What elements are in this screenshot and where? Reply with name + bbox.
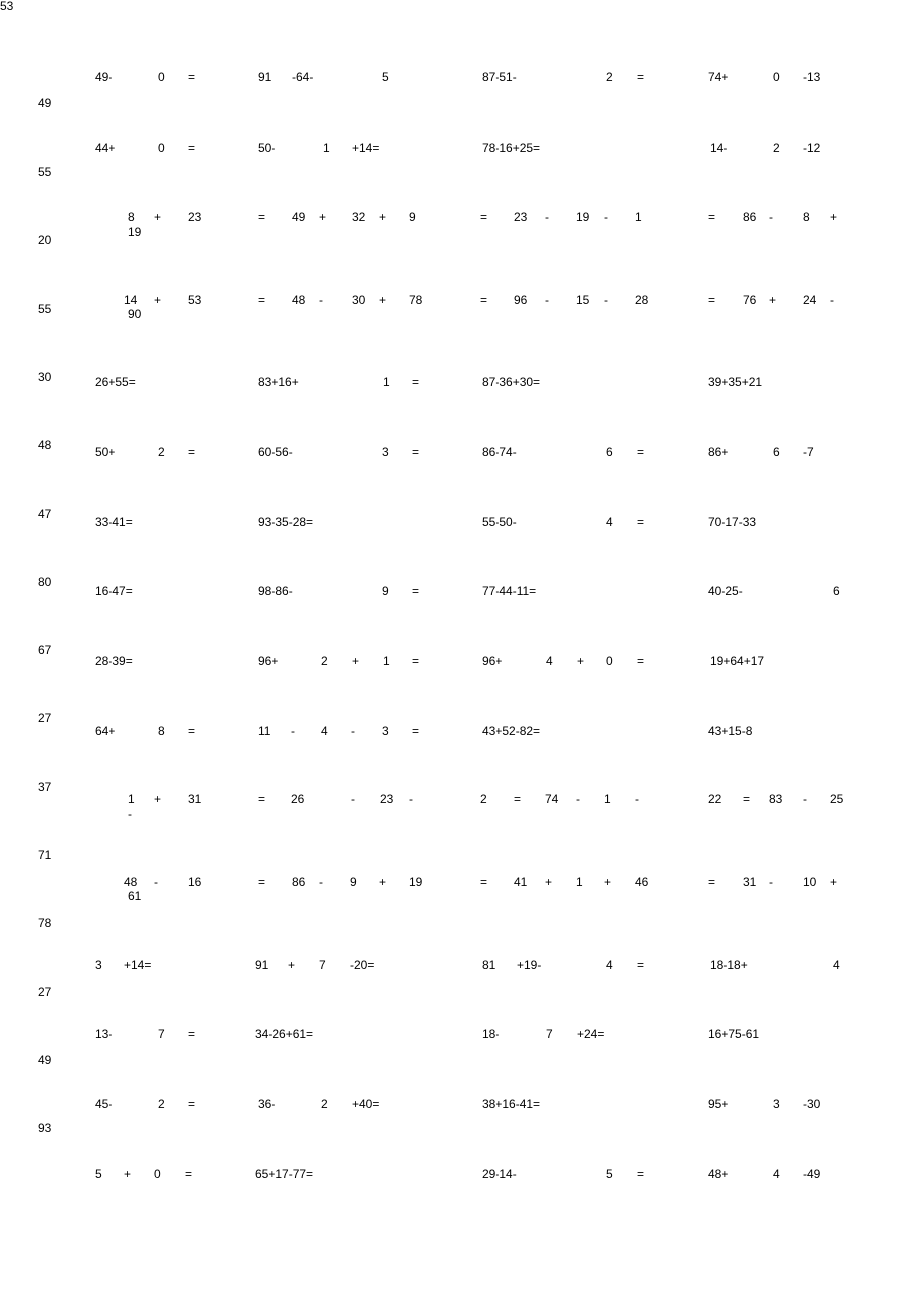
worksheet-text: 2 bbox=[158, 1097, 165, 1111]
worksheet-text: 16+75-61 bbox=[708, 1027, 760, 1041]
worksheet-text: = bbox=[188, 1027, 196, 1041]
worksheet-text: = bbox=[412, 584, 420, 598]
worksheet-text: - bbox=[769, 210, 773, 224]
worksheet-text: 28 bbox=[635, 293, 649, 307]
worksheet-text: 26 bbox=[291, 792, 305, 806]
worksheet-text: 74+ bbox=[708, 70, 729, 84]
worksheet-text: + bbox=[577, 654, 585, 668]
worksheet-text: 15 bbox=[576, 293, 590, 307]
worksheet-text: 5 bbox=[382, 70, 389, 84]
worksheet-text: - bbox=[576, 792, 580, 806]
worksheet-text: 11 bbox=[258, 724, 271, 738]
worksheet-text: 23 bbox=[514, 210, 528, 224]
worksheet-text: 67 bbox=[38, 643, 52, 657]
worksheet-text: -30 bbox=[803, 1097, 821, 1111]
worksheet-text: 7 bbox=[546, 1027, 553, 1041]
worksheet-text: 1 bbox=[383, 375, 390, 389]
worksheet-text: +19- bbox=[517, 958, 542, 972]
worksheet-text: 26+55= bbox=[95, 375, 136, 389]
worksheet-text: - bbox=[604, 210, 608, 224]
worksheet-text: = bbox=[637, 515, 645, 529]
worksheet-text: 6 bbox=[773, 445, 780, 459]
worksheet-text: 2 bbox=[321, 654, 328, 668]
worksheet-text: 14 bbox=[124, 293, 138, 307]
worksheet-text: 38+16-41= bbox=[482, 1097, 541, 1111]
worksheet-text: 48 bbox=[124, 875, 138, 889]
worksheet-text: + bbox=[319, 210, 327, 224]
worksheet-text: - bbox=[545, 293, 549, 307]
worksheet-text: 41 bbox=[514, 875, 528, 889]
worksheet-text: - bbox=[604, 293, 608, 307]
worksheet-text: 96+ bbox=[482, 654, 503, 668]
worksheet-text: = bbox=[708, 210, 716, 224]
worksheet-text: + bbox=[830, 210, 838, 224]
worksheet-text: 30 bbox=[38, 370, 52, 384]
worksheet-text: 43+52-82= bbox=[482, 724, 541, 738]
worksheet-text: + bbox=[769, 293, 777, 307]
worksheet-text: 20 bbox=[38, 233, 52, 247]
worksheet-text: = bbox=[412, 724, 420, 738]
worksheet-text: = bbox=[188, 1097, 196, 1111]
worksheet-text: 2 bbox=[606, 70, 613, 84]
worksheet-text: - bbox=[545, 210, 549, 224]
worksheet-text: 93-35-28= bbox=[258, 515, 314, 529]
worksheet-text: + bbox=[154, 210, 162, 224]
worksheet-text: -64- bbox=[292, 70, 314, 84]
worksheet-text: = bbox=[514, 792, 522, 806]
worksheet-text: 4 bbox=[833, 958, 840, 972]
worksheet-text: + bbox=[288, 958, 296, 972]
worksheet-text: 27 bbox=[38, 711, 52, 725]
worksheet-text: 61 bbox=[128, 889, 142, 903]
worksheet-text: 8 bbox=[158, 724, 165, 738]
worksheet-text: 0 bbox=[154, 1167, 161, 1181]
worksheet-text: - bbox=[769, 875, 773, 889]
worksheet-text: 18-18+ bbox=[710, 958, 748, 972]
worksheet-text: = bbox=[412, 375, 420, 389]
worksheet-text: 28-39= bbox=[95, 654, 133, 668]
worksheet-text: 50- bbox=[258, 141, 276, 155]
worksheet-text: 55 bbox=[38, 302, 52, 316]
worksheet-text: = bbox=[480, 875, 488, 889]
worksheet-text: = bbox=[708, 875, 716, 889]
worksheet-text: 47 bbox=[38, 507, 52, 521]
worksheet-text: = bbox=[258, 210, 266, 224]
worksheet-text: 49 bbox=[38, 96, 52, 110]
worksheet-text: 53 bbox=[0, 0, 14, 13]
worksheet-text: 31 bbox=[188, 792, 202, 806]
worksheet-text: -7 bbox=[803, 445, 814, 459]
worksheet-text: 1 bbox=[576, 875, 583, 889]
worksheet-text: + bbox=[604, 875, 612, 889]
worksheet-text: = bbox=[637, 958, 645, 972]
worksheet-text: 5 bbox=[606, 1167, 613, 1181]
worksheet-text: 2 bbox=[773, 141, 780, 155]
worksheet-text: - bbox=[319, 293, 323, 307]
worksheet-text: 48+ bbox=[708, 1167, 729, 1181]
worksheet-text: 5 bbox=[95, 1167, 102, 1181]
worksheet-text: 30 bbox=[352, 293, 366, 307]
worksheet-text: = bbox=[743, 792, 751, 806]
worksheet-text: - bbox=[351, 792, 355, 806]
worksheet-text: 23 bbox=[188, 210, 202, 224]
worksheet-text: 24 bbox=[803, 293, 817, 307]
worksheet-text: 0 bbox=[773, 70, 780, 84]
worksheet-text: 76 bbox=[743, 293, 757, 307]
worksheet-text: 53 bbox=[188, 293, 202, 307]
worksheet-text: 4 bbox=[773, 1167, 780, 1181]
worksheet-text: 48 bbox=[292, 293, 306, 307]
worksheet-text: + bbox=[830, 875, 838, 889]
worksheet-text: 90 bbox=[128, 307, 142, 321]
worksheet-text: 9 bbox=[409, 210, 416, 224]
worksheet-text: 6 bbox=[606, 445, 613, 459]
worksheet-text: 49- bbox=[95, 70, 113, 84]
worksheet-text: 78 bbox=[409, 293, 423, 307]
worksheet-text: + bbox=[352, 654, 360, 668]
worksheet-text: 3 bbox=[773, 1097, 780, 1111]
worksheet-text: 48 bbox=[38, 438, 52, 452]
worksheet-text: 40-25- bbox=[708, 584, 743, 598]
worksheet-text: 87-36+30= bbox=[482, 375, 541, 389]
worksheet-text: 7 bbox=[319, 958, 326, 972]
worksheet-text: 1 bbox=[604, 792, 611, 806]
worksheet-text: 78-16+25= bbox=[482, 141, 541, 155]
worksheet-text: - bbox=[830, 293, 834, 307]
worksheet-text: = bbox=[637, 1167, 645, 1181]
worksheet-text: 33-41= bbox=[95, 515, 133, 529]
worksheet-text: - bbox=[319, 875, 323, 889]
worksheet-text: 2 bbox=[480, 792, 487, 806]
worksheet-text: = bbox=[412, 445, 420, 459]
worksheet-text: 18- bbox=[482, 1027, 500, 1041]
worksheet-text: = bbox=[188, 445, 196, 459]
worksheet-text: + bbox=[154, 792, 162, 806]
worksheet-text: = bbox=[637, 654, 645, 668]
worksheet-text: 55-50- bbox=[482, 515, 517, 529]
worksheet-text: 77-44-11= bbox=[482, 584, 537, 598]
worksheet-text: 91 bbox=[258, 70, 272, 84]
worksheet-text: 70-17-33 bbox=[708, 515, 757, 529]
worksheet-text: 4 bbox=[606, 515, 613, 529]
worksheet-text: 86 bbox=[292, 875, 306, 889]
worksheet-text: 46 bbox=[635, 875, 649, 889]
worksheet-text: + bbox=[379, 293, 387, 307]
worksheet-text: 2 bbox=[321, 1097, 328, 1111]
worksheet-text: 98-86- bbox=[258, 584, 293, 598]
worksheet-text: - bbox=[635, 792, 639, 806]
worksheet-text: 55 bbox=[38, 165, 52, 179]
worksheet-text: - bbox=[803, 792, 807, 806]
worksheet-text: 71 bbox=[38, 848, 52, 862]
worksheet-text: 31 bbox=[743, 875, 757, 889]
worksheet-text: = bbox=[637, 70, 645, 84]
worksheet-text: 34-26+61= bbox=[255, 1027, 314, 1041]
worksheet-text: = bbox=[258, 875, 266, 889]
worksheet-text: = bbox=[185, 1167, 193, 1181]
worksheet-text: 78 bbox=[38, 916, 52, 930]
worksheet-text: - bbox=[128, 807, 132, 821]
worksheet-text: 64+ bbox=[95, 724, 116, 738]
worksheet-text: 8 bbox=[128, 210, 135, 224]
worksheet-text: - bbox=[409, 792, 413, 806]
worksheet-text: 83+16+ bbox=[258, 375, 299, 389]
worksheet-text: 39+35+21 bbox=[708, 375, 763, 389]
worksheet-text: = bbox=[258, 792, 266, 806]
worksheet-text: 86-74- bbox=[482, 445, 517, 459]
worksheet-text: 16-47= bbox=[95, 584, 133, 598]
worksheet-text: 14- bbox=[710, 141, 728, 155]
worksheet-text: 27 bbox=[38, 985, 52, 999]
worksheet-text: 0 bbox=[158, 70, 165, 84]
worksheet-text: 50+ bbox=[95, 445, 116, 459]
worksheet-text: = bbox=[708, 293, 716, 307]
worksheet-text: 19 bbox=[409, 875, 423, 889]
worksheet-text: 86 bbox=[743, 210, 757, 224]
worksheet-text: + bbox=[545, 875, 553, 889]
worksheet-text: 45- bbox=[95, 1097, 113, 1111]
worksheet-text: = bbox=[188, 141, 196, 155]
worksheet-text: 96 bbox=[514, 293, 528, 307]
worksheet-text: 6 bbox=[833, 584, 840, 598]
worksheet-text: -49 bbox=[803, 1167, 821, 1181]
worksheet-text: 96+ bbox=[258, 654, 279, 668]
worksheet-text: +14= bbox=[124, 958, 152, 972]
worksheet-text: -13 bbox=[803, 70, 821, 84]
worksheet-text: 19 bbox=[576, 210, 590, 224]
worksheet-text: -12 bbox=[803, 141, 821, 155]
worksheet-text: + bbox=[379, 875, 387, 889]
worksheet-text: - bbox=[154, 875, 158, 889]
worksheet-text: 4 bbox=[546, 654, 553, 668]
worksheet-text: 19+64+17 bbox=[710, 654, 765, 668]
worksheet-text: 2 bbox=[158, 445, 165, 459]
worksheet-text: +14= bbox=[352, 141, 380, 155]
worksheet-text: 19 bbox=[128, 225, 142, 239]
worksheet-text: = bbox=[480, 293, 488, 307]
worksheet-text: 9 bbox=[350, 875, 357, 889]
worksheet-text: 95+ bbox=[708, 1097, 729, 1111]
worksheet-text: 36- bbox=[258, 1097, 276, 1111]
worksheet-text: 60-56- bbox=[258, 445, 293, 459]
worksheet-text: +24= bbox=[577, 1027, 605, 1041]
worksheet-text: 1 bbox=[383, 654, 390, 668]
worksheet-text: = bbox=[637, 445, 645, 459]
worksheet-text: 3 bbox=[382, 445, 389, 459]
worksheet-text: 1 bbox=[128, 792, 135, 806]
worksheet-text: 32 bbox=[352, 210, 366, 224]
worksheet-text: = bbox=[412, 654, 420, 668]
worksheet-text: 87-51- bbox=[482, 70, 517, 84]
worksheet-text: 83 bbox=[769, 792, 783, 806]
worksheet-text: 91 bbox=[255, 958, 269, 972]
worksheet-text: 8 bbox=[803, 210, 810, 224]
worksheet-text: 10 bbox=[803, 875, 817, 889]
worksheet-text: 16 bbox=[188, 875, 202, 889]
worksheet-text: +40= bbox=[352, 1097, 380, 1111]
worksheet-text: 9 bbox=[382, 584, 389, 598]
worksheet-text: - bbox=[291, 724, 295, 738]
worksheet-text: 49 bbox=[292, 210, 306, 224]
worksheet-text: 93 bbox=[38, 1121, 52, 1135]
worksheet-text: -20= bbox=[350, 958, 375, 972]
worksheet-text: 23 bbox=[380, 792, 394, 806]
worksheet-text: = bbox=[188, 724, 196, 738]
worksheet-text: 1 bbox=[323, 141, 330, 155]
worksheet-text: 65+17-77= bbox=[255, 1167, 314, 1181]
worksheet-text: 74 bbox=[545, 792, 559, 806]
worksheet-text: 25 bbox=[830, 792, 844, 806]
worksheet-text: 22 bbox=[708, 792, 722, 806]
worksheet-text: + bbox=[154, 293, 162, 307]
worksheet-text: = bbox=[188, 70, 196, 84]
worksheet-text: 3 bbox=[382, 724, 389, 738]
worksheet-text: 80 bbox=[38, 575, 52, 589]
worksheet-text: + bbox=[124, 1167, 132, 1181]
worksheet-text: = bbox=[258, 293, 266, 307]
worksheet-text: 1 bbox=[635, 210, 642, 224]
worksheet-text: 7 bbox=[158, 1027, 165, 1041]
worksheet-text: 37 bbox=[38, 780, 52, 794]
worksheet-text: 13- bbox=[95, 1027, 113, 1041]
worksheet-text: 86+ bbox=[708, 445, 729, 459]
worksheet-text: 44+ bbox=[95, 141, 116, 155]
worksheet-text: 0 bbox=[158, 141, 165, 155]
worksheet-text: = bbox=[480, 210, 488, 224]
worksheet-text: + bbox=[379, 210, 387, 224]
worksheet-text: 43+15-8 bbox=[708, 724, 753, 738]
worksheet-text: 3 bbox=[95, 958, 102, 972]
worksheet-text: - bbox=[351, 724, 355, 738]
worksheet-text: 0 bbox=[606, 654, 613, 668]
worksheet-text: 4 bbox=[321, 724, 328, 738]
worksheet-text: 4 bbox=[606, 958, 613, 972]
worksheet-text: 29-14- bbox=[482, 1167, 517, 1181]
worksheet-text: 49 bbox=[38, 1053, 52, 1067]
worksheet-text: 81 bbox=[482, 958, 496, 972]
